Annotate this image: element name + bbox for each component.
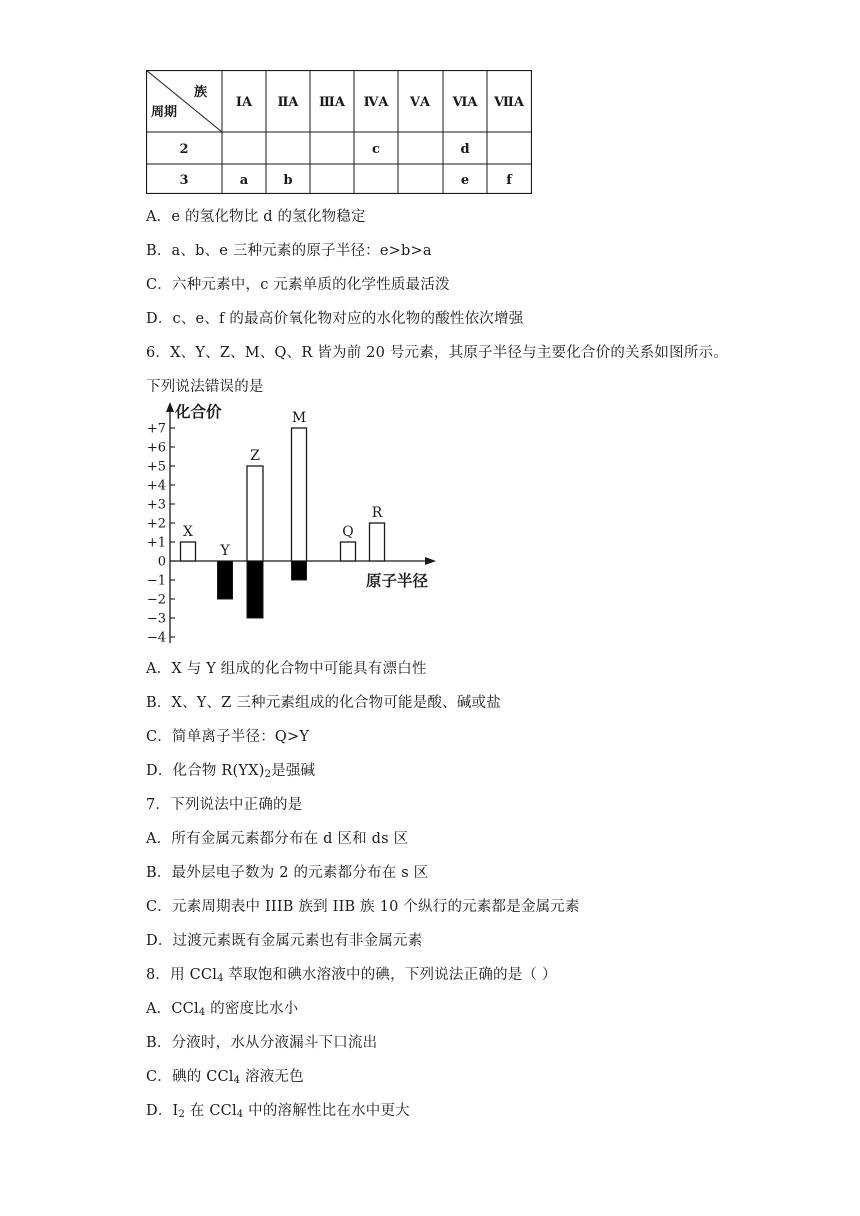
chart-svg (130, 400, 450, 650)
subscript: 4 (236, 1109, 244, 1120)
y-tick-label: +7 (146, 421, 166, 437)
subscript: 2 (264, 769, 272, 780)
y-tick-label: −1 (146, 573, 166, 589)
q6-option-a: A．X 与 Y 组成的化合物中可能具有漂白性 (146, 661, 427, 677)
q7-option-c: C．元素周期表中 IIIB 族到 IIB 族 10 个纵行的元素都是金属元素 (146, 899, 580, 915)
group-header: ⅤA (409, 95, 431, 110)
element-cell: a (239, 173, 249, 188)
q8-option-d (146, 1102, 410, 1124)
y-tick-label: +5 (146, 459, 166, 475)
bar-positive-r (370, 523, 385, 561)
q7-stem: 7．下列说法中正确的是 (146, 797, 303, 813)
bar-positive-z (247, 466, 263, 561)
corner-group-label: 族 (194, 85, 208, 100)
y-tick-label: −3 (146, 611, 166, 627)
q8-option-c (146, 1068, 304, 1090)
bar-negative-z (247, 561, 263, 618)
q8-option-a-tail: 的密度比水小 (205, 1001, 299, 1017)
q6-option-b: B．X、Y、Z 三种元素组成的化合物可能是酸、碱或盐 (146, 695, 501, 711)
group-header: ⅢA (319, 95, 345, 110)
q6-option-d-tail: 是强碱 (271, 763, 316, 779)
q6-option-c: C．简单离子半径：Q>Y (146, 729, 310, 745)
valence-radius-chart (130, 400, 450, 650)
q7-option-d: D．过渡元素既有金属元素也有非金属元素 (146, 933, 423, 949)
element-cell: d (460, 142, 470, 157)
group-header: ⅣA (363, 95, 389, 110)
q5-option-c: C．六种元素中，c 元素单质的化学性质最活泼 (146, 277, 450, 293)
y-tick-label: +1 (146, 535, 166, 551)
q6-option-d (146, 762, 315, 784)
q8-option-a-text: A．CCl (146, 1001, 199, 1017)
bar-label-r: R (371, 505, 383, 521)
corner-period-label: 周期 (151, 105, 178, 120)
q8-option-c-tail: 溶液无色 (240, 1069, 304, 1085)
subscript: 4 (198, 1007, 206, 1018)
bar-negative-m (292, 561, 307, 580)
q8-option-a (146, 1000, 298, 1022)
q8-stem-tail: 萃取饱和碘水溶液中的碘，下列说法正确的是（ ） (223, 967, 557, 983)
q8-option-c-text: C．碘的 CCl (146, 1069, 234, 1085)
bar-positive-m (292, 428, 307, 561)
bar-positive-q (341, 542, 356, 561)
y-tick-label: +6 (146, 440, 166, 456)
group-header: ⅡA (277, 95, 299, 110)
y-tick-label: +3 (146, 497, 166, 513)
q5-option-a: A．e 的氢化物比 d 的氢化物稳定 (146, 209, 366, 225)
element-cell: b (283, 173, 293, 188)
bar-label-z: Z (250, 448, 260, 464)
subscript: 4 (217, 973, 224, 984)
y-tick-label: +2 (146, 516, 166, 532)
q5-option-d: D．c、e、f 的最高价氧化物对应的水化物的酸性依次增强 (146, 311, 524, 327)
q7-option-b: B．最外层电子数为 2 的元素都分布在 s 区 (146, 865, 429, 881)
q8-option-b: B．分液时，水从分液漏斗下口流出 (146, 1035, 378, 1051)
bar-label-y: Y (220, 543, 230, 559)
q8-stem (146, 966, 557, 988)
element-cell: e (460, 173, 470, 188)
y-axis-arrow (166, 402, 174, 412)
bar-label-m: M (291, 410, 307, 426)
subscript: 4 (233, 1075, 241, 1086)
period-label: 2 (179, 142, 189, 157)
period-label: 3 (179, 173, 189, 188)
element-cell: f (506, 173, 512, 188)
subscript: 2 (178, 1109, 186, 1120)
x-axis-arrow (425, 557, 436, 565)
q8-option-d-mid: 在 CCl (185, 1103, 237, 1119)
bar-label-x: X (183, 524, 193, 540)
x-axis-title: 原子半径 (366, 572, 429, 590)
q8-option-d-text: D．I (146, 1103, 179, 1119)
q7-option-a: A．所有金属元素都分布在 d 区和 ds 区 (146, 831, 409, 847)
q6-option-d-text: D．化合物 R(YX) (146, 763, 265, 779)
group-header: ⅠA (235, 95, 253, 110)
q8-stem-text: 8．用 CCl (146, 967, 218, 983)
element-cell: c (372, 142, 380, 157)
bar-positive-x (181, 542, 196, 561)
q5-option-b: B．a、b、e 三种元素的原子半径：e>b>a (146, 243, 432, 259)
group-header: ⅦA (494, 95, 524, 110)
bar-negative-y (218, 561, 233, 599)
periodic-table-grid (146, 70, 532, 194)
y-axis-title: 化合价 (175, 403, 222, 421)
q6-stem-2: 下列说法错误的是 (146, 379, 264, 395)
periodic-table (146, 70, 532, 194)
y-tick-label: 0 (157, 554, 166, 570)
q8-option-d-tail: 中的溶解性比在水中更大 (243, 1103, 410, 1119)
q6-stem: 6．X、Y、Z、M、Q、R 皆为前 20 号元素，其原子半径与主要化合价的关系如图所示。 (146, 345, 728, 361)
table-diagonal (146, 70, 222, 132)
y-tick-label: −2 (146, 592, 166, 608)
group-header: ⅥA (452, 95, 478, 110)
bar-label-q: Q (342, 524, 354, 540)
y-tick-label: −4 (146, 630, 166, 646)
y-tick-label: +4 (146, 478, 166, 494)
